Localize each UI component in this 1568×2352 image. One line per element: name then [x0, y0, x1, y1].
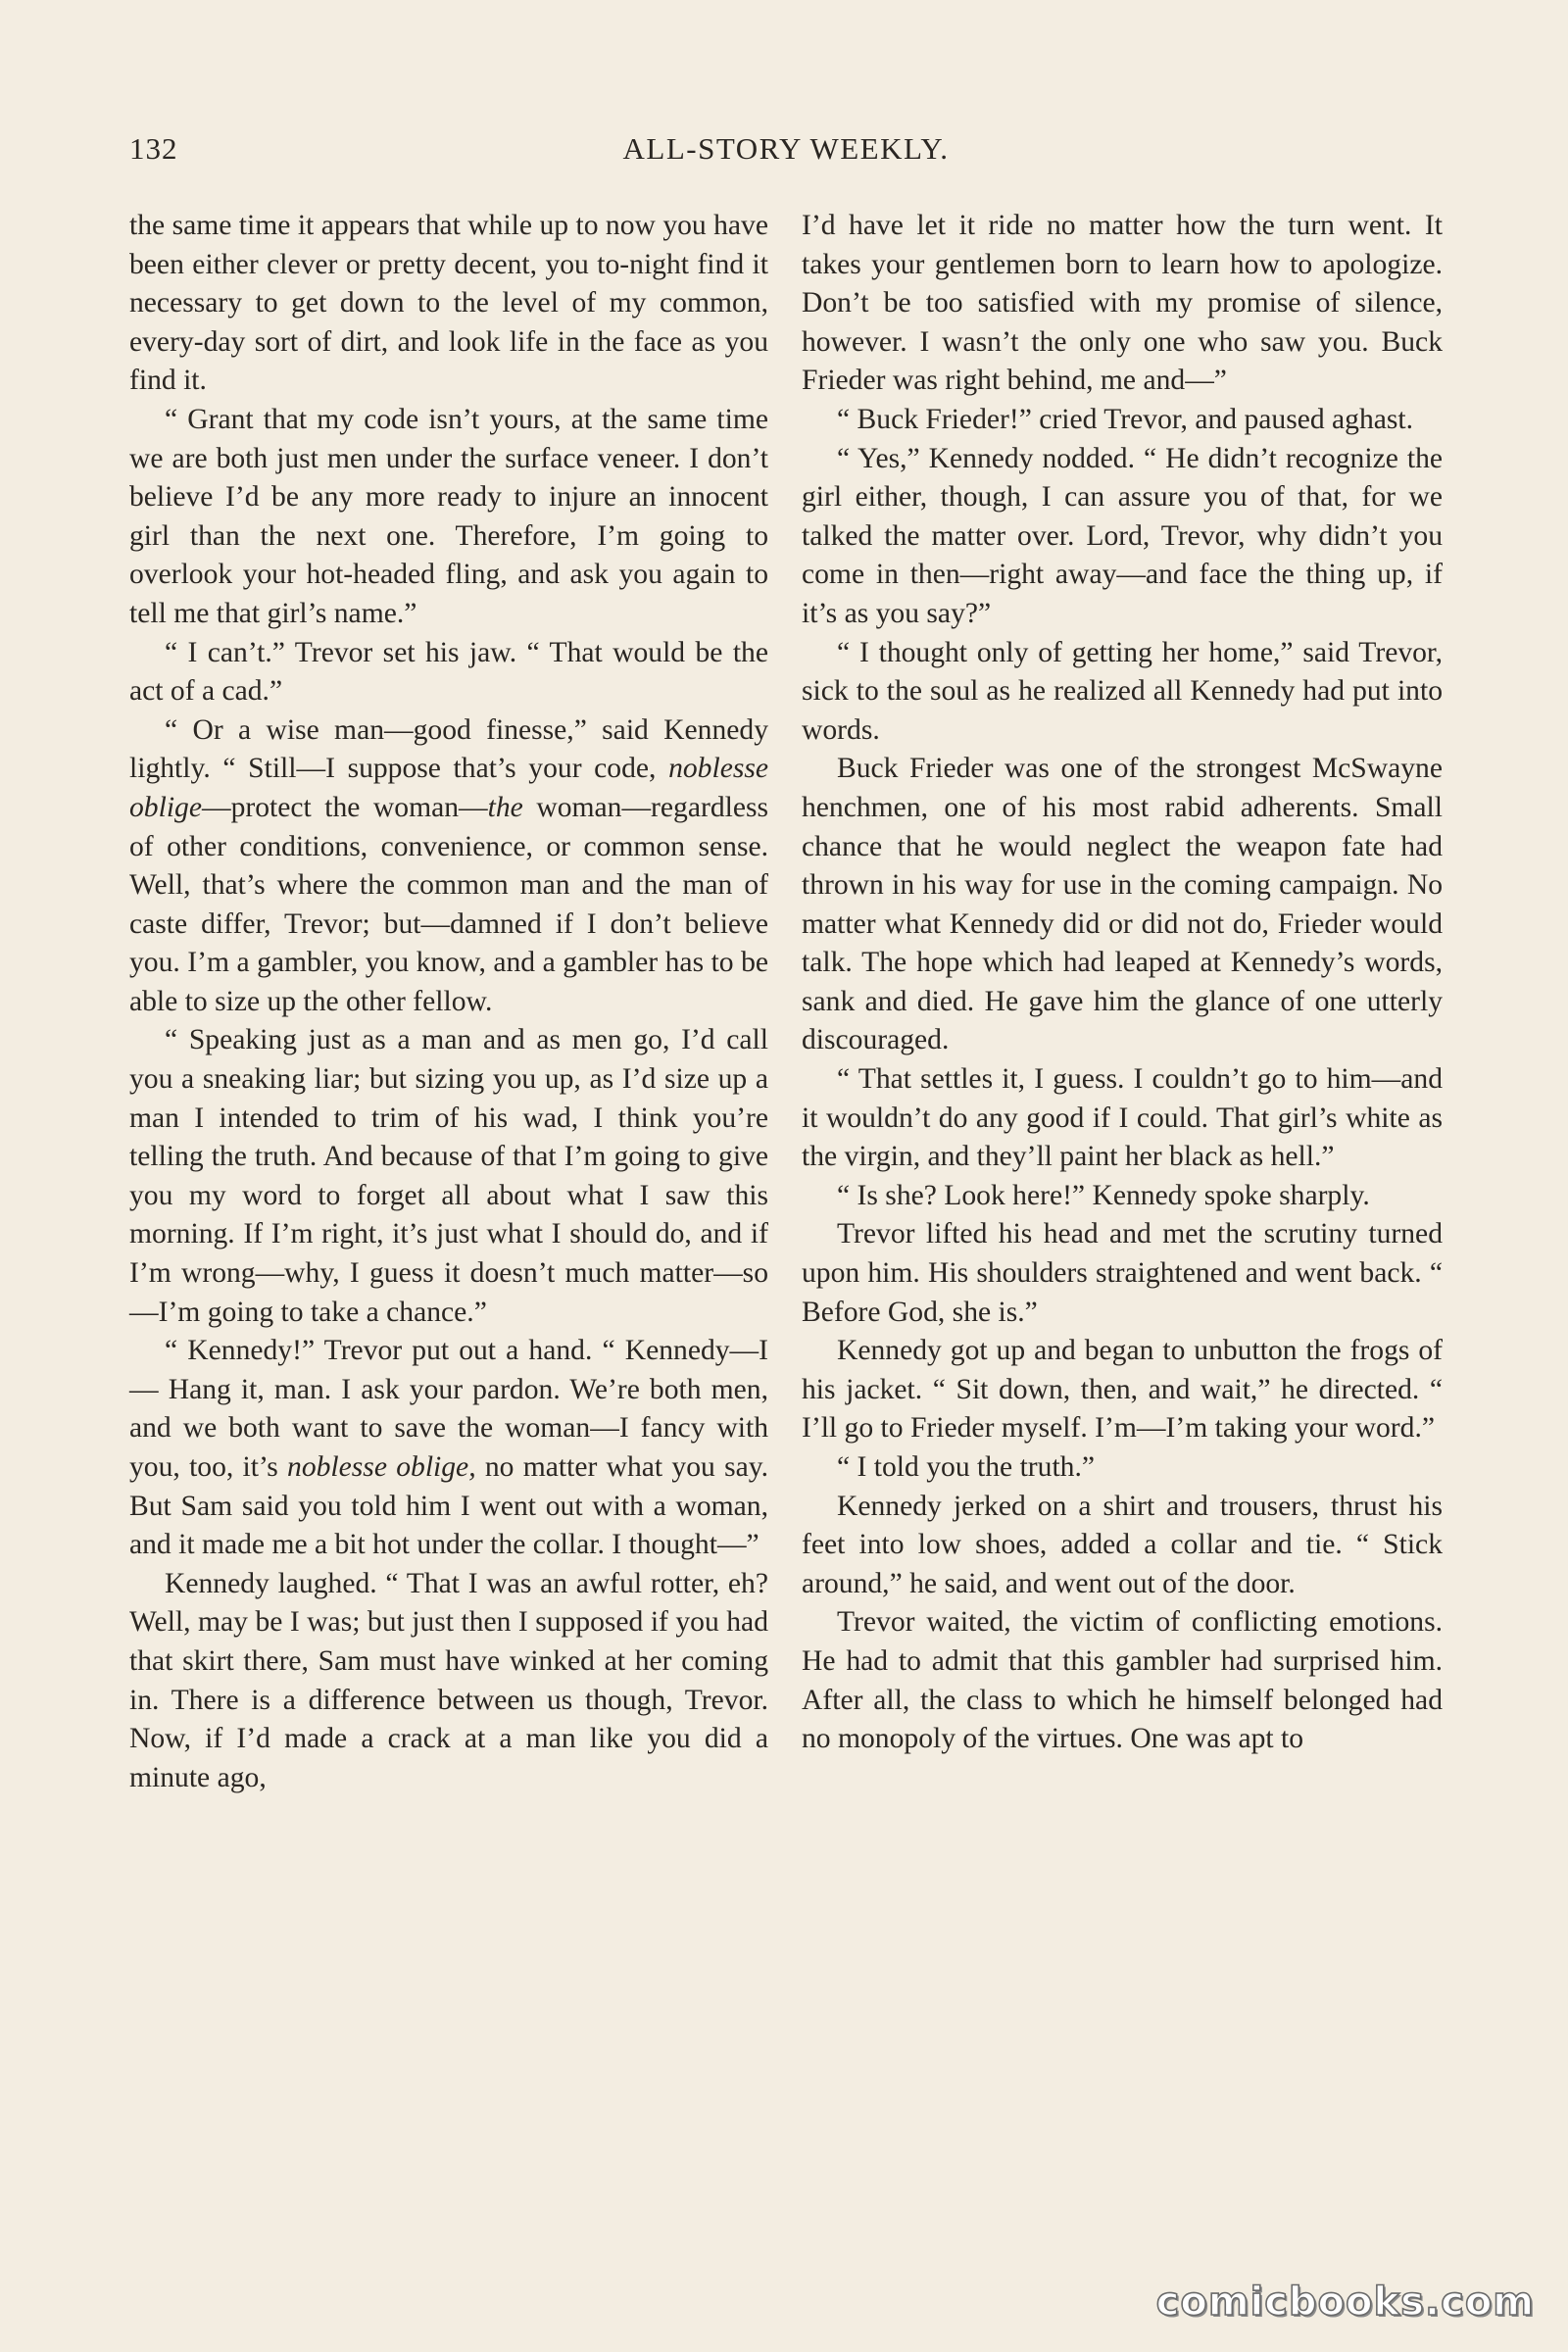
text-run: woman—regardless of other conditions, convenience, or common sense. Well, that’s where the common man and the man of caste differ, Trevor; but—damned if I don’t believe you. I’m a gambler, you know, and a gambler has to be able to size up the other fellow. — [129, 791, 769, 1017]
text-run: “ Or a wise man—good finesse,” said Kennedy lightly. “ Still—I suppose that’s your code, — [129, 713, 768, 785]
paragraph: Kennedy got up and began to unbutton the frogs of his jacket. “ Sit down, then, and wait,” he directed. “ I’ll go to Frieder myself. I’m—I’m taking your word.” — [802, 1335, 1443, 1445]
italic-phrase: the — [487, 791, 523, 823]
watermark-logo: comicbooks.com — [1155, 2279, 1535, 2325]
paragraph: “ Yes,” Kennedy nodded. “ He didn’t recognize the girl either, though, I can assure you of that, for we talked the matter over. Lord, Trevor, why didn’t you come in then—right away—and face the thing up, if it’s as you say?” — [802, 442, 1443, 629]
paragraph: I’d have let it ride no matter how the turn went. It takes your gentlemen born to learn how to apologize. Don’t be too satisfied with my promise of silence, however. I wasn’t the only one who saw you. Buck Frieder was right behind, me and—” — [802, 210, 1443, 397]
italic-phrase: noblesse oblige, — [287, 1451, 476, 1483]
paragraph: Buck Frieder was one of the strongest McSwayne henchmen, one of his most rabid adherents. Small chance that he would neglect the weapon fate had thrown in his way for use in the coming campaign. No matter what Kennedy did or did not do, Frieder would talk. The hope which had leaped at Kennedy’s words, sank and died. He gave him the glance of one utterly discouraged. — [802, 753, 1443, 1056]
right-column — [802, 207, 1443, 1759]
text-run: —protect the woman— — [201, 791, 488, 823]
paragraph: “ Buck Frieder!” cried Trevor, and paused aghast. — [837, 403, 1414, 435]
paragraph: “ Grant that my code isn’t yours, at the same time we are both just men under the surface veneer. I don’t believe I’d be any more ready to injure an innocent girl than the next one. Therefore, I’m going to overlook your hot-headed fling, and ask you again to tell me that girl’s name.” — [129, 403, 768, 629]
paragraph — [129, 711, 768, 1022]
paragraph — [129, 1332, 768, 1565]
paragraph: Kennedy laughed. “ That I was an awful rotter, eh? Well, may be I was; but just then I supposed if you had that skirt there, Sam must have winked at her coming in. There is a difference between us though, Trevor. Now, if I’d made a crack at a man like you did a minute ago, — [129, 1567, 768, 1793]
left-column — [129, 207, 768, 1797]
paragraph: “ I can’t.” Trevor set his jaw. “ That would be the act of a cad.” — [129, 636, 768, 708]
paragraph: “ Is she? Look here!” Kennedy spoke sharply. — [837, 1179, 1370, 1211]
page-header — [129, 131, 1443, 174]
italic-phrase: noblesse oblige — [129, 753, 768, 823]
paragraph: Kennedy jerked on a shirt and trousers, thrust his feet into low shoes, added a collar and tie. “ Stick around,” he said, and went out of the door. — [802, 1490, 1443, 1599]
paragraph: the same time it appears that while up to now you have been either clever or pretty decent, you to-night find it necessary to get down to the level of my common, every-day sort of dirt, and look life in the face as you find it. — [129, 210, 768, 397]
paragraph: “ That settles it, I guess. I couldn’t go to him—and it wouldn’t do any good if I could. That girl’s white as the virgin, and they’ll paint her black as hell.” — [802, 1063, 1443, 1173]
paragraph: “ Speaking just as a man and as men go, I’d call you a sneaking liar; but sizing you up, as I’d size up a man I intended to trim of his wad, I think you’re telling the truth. And because of that I’m going to give you my word to forget all about what I saw this morning. If I’m right, it’s just what I should do, and if I’m wrong—why, I guess it doesn’t much matter—so—I’m going to take a chance.” — [129, 1024, 768, 1328]
paragraph: “ I told you the truth.” — [837, 1451, 1095, 1483]
text-run: no matter what you say. But Sam said you told him I went out with a woman, and it made me a bit hot under the collar. I thought—” — [129, 1451, 769, 1561]
running-title: ALL-STORY WEEKLY. — [622, 131, 950, 166]
paragraph: Trevor waited, the victim of conflicting emotions. He had to admit that this gambler had surprised him. After all, the class to which he himself belonged had no monopoly of the virtues. One was apt to — [802, 1606, 1443, 1755]
paragraph: “ I thought only of getting her home,” said Trevor, sick to the soul as he realized all Kennedy had put into words. — [802, 636, 1443, 746]
text-run: “ Kennedy!” Trevor put out a hand. “ Kennedy—I— Hang it, man. I ask your pardon. We’re both men, and we both want to save the woman—I fancy with you, too, it’s — [129, 1335, 768, 1483]
page-number: 132 — [129, 131, 178, 166]
paragraph: Trevor lifted his head and met the scrutiny turned upon him. His shoulders straightened and went back. “ Before God, she is.” — [802, 1218, 1443, 1328]
